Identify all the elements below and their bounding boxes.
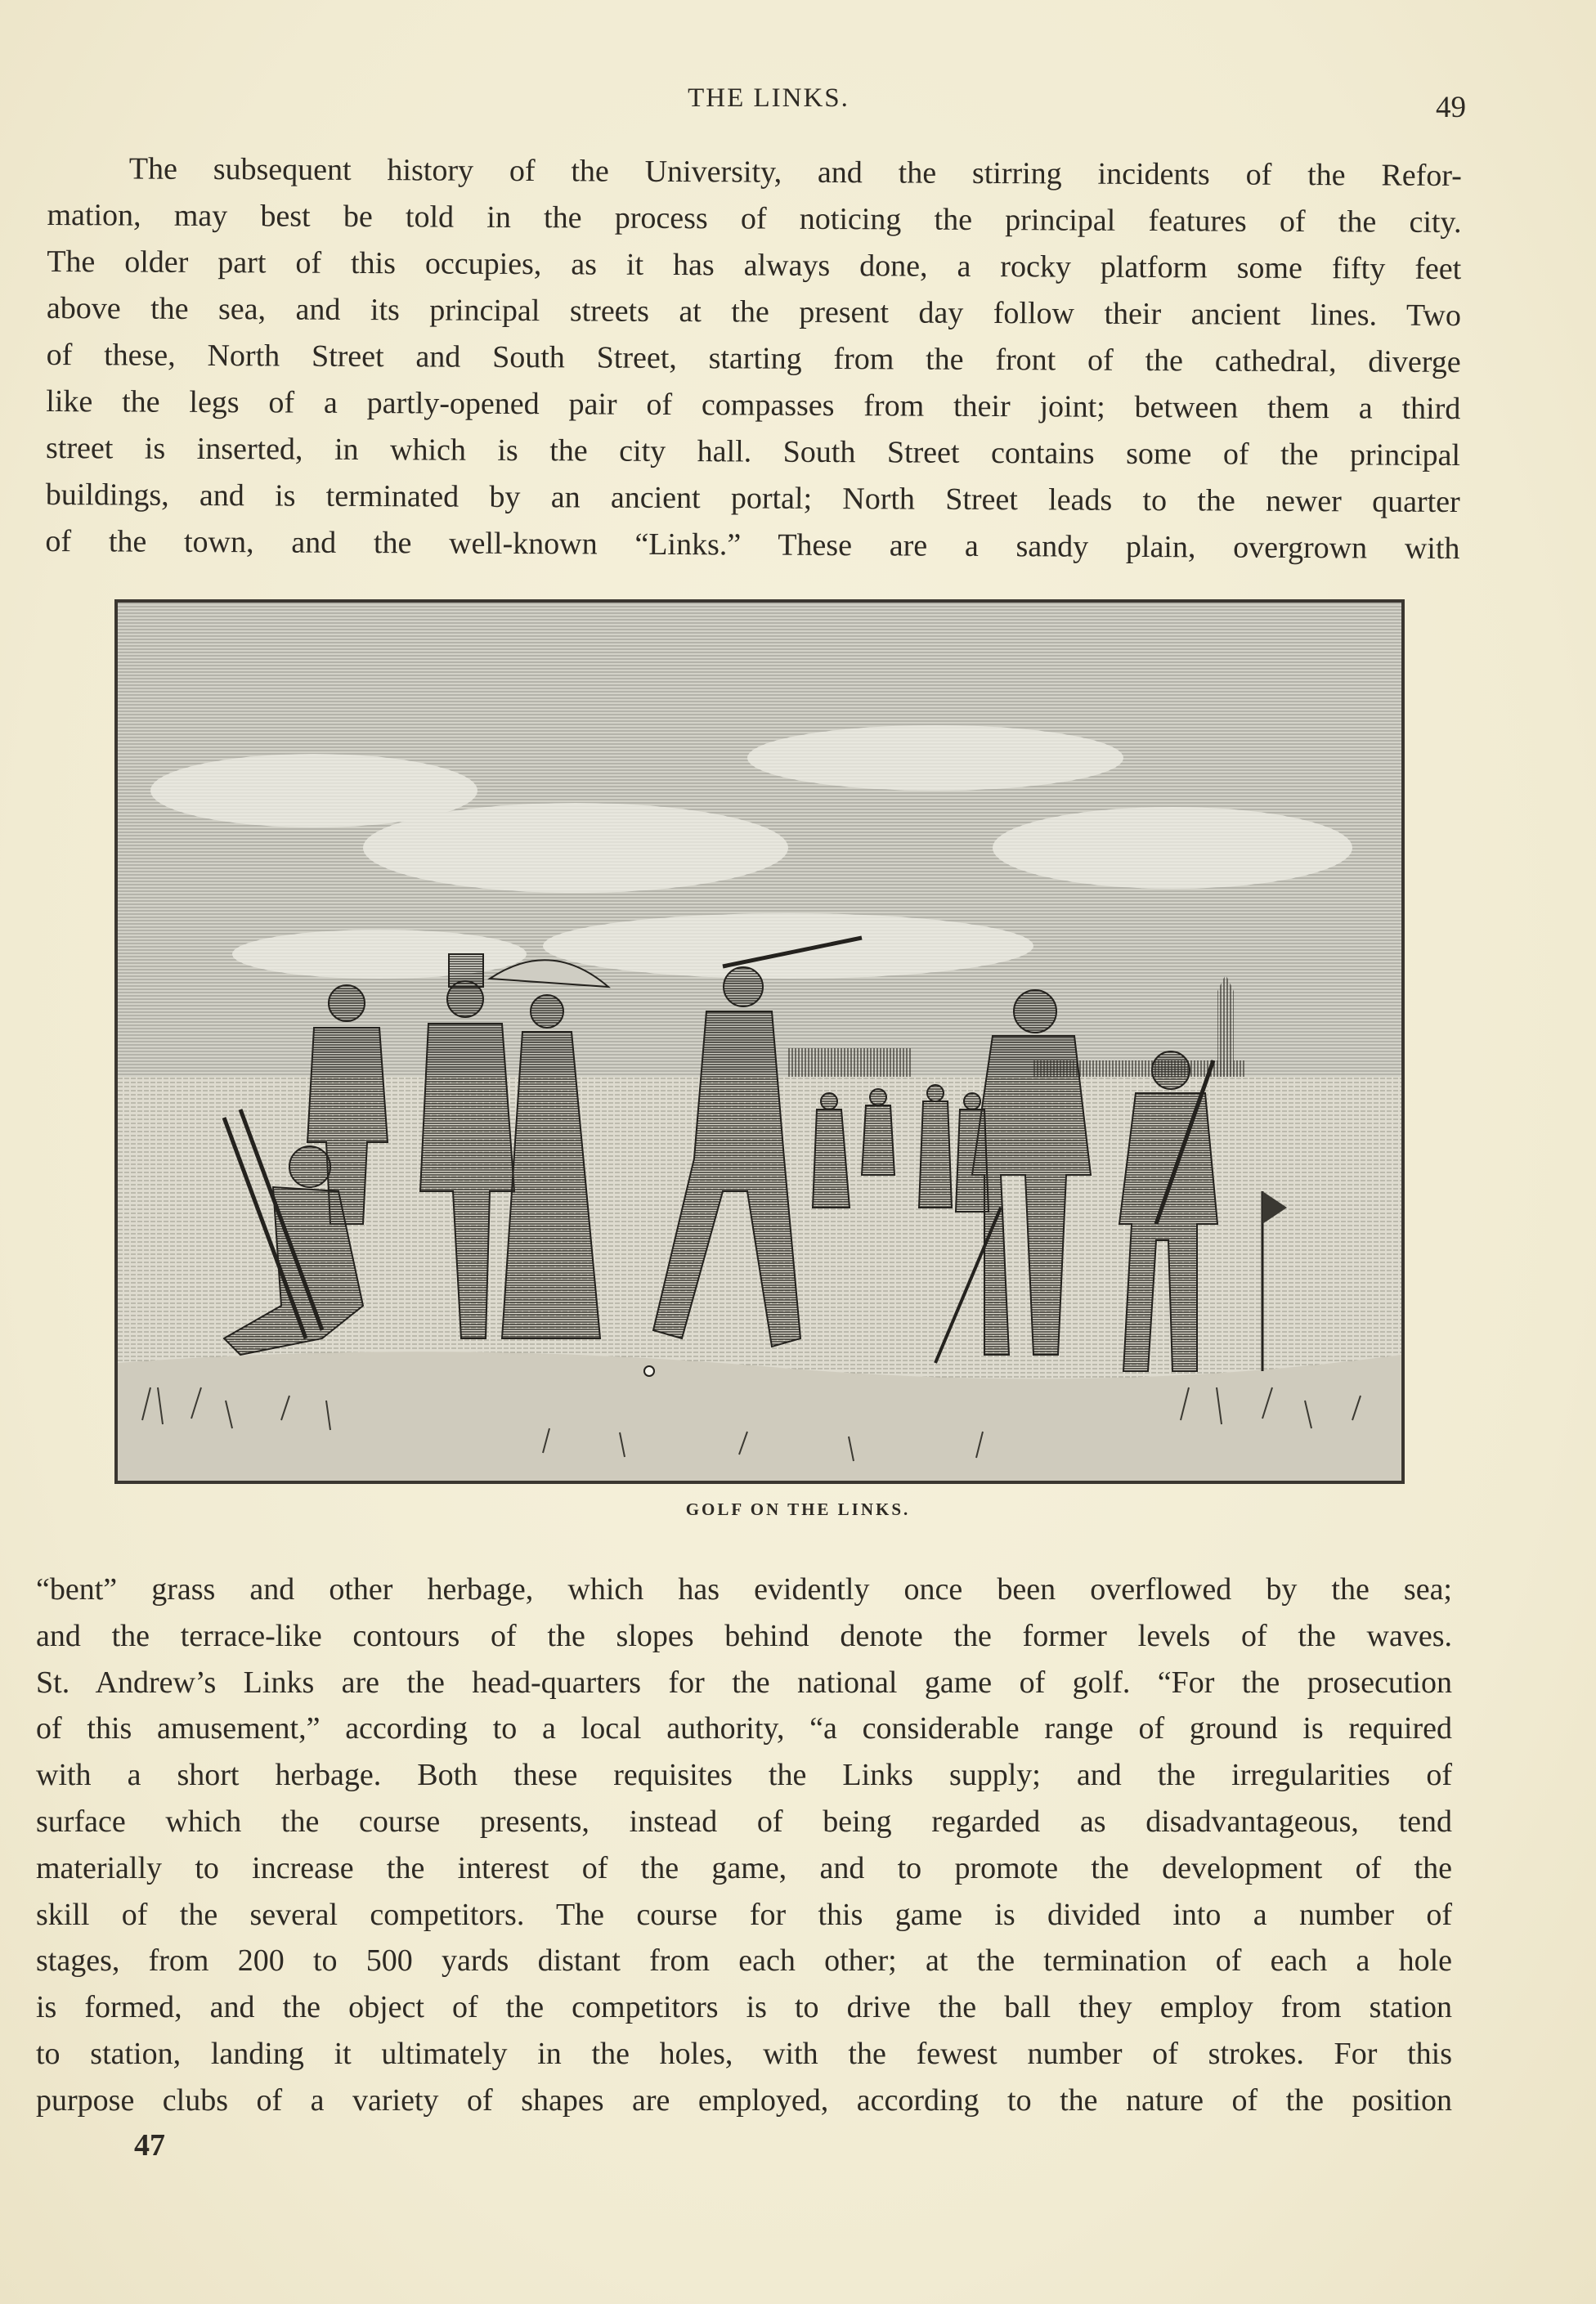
- signature-mark: 47: [134, 2128, 165, 2163]
- text-line: above the sea, and its principal streets at the present day follow their ancient lines. Two: [46, 290, 1462, 334]
- text-line: with a short herbage. Both these requisites the Links supply; and the irregularities of: [36, 1758, 1452, 1793]
- text-line: stages, from 200 to 500 yards distant from each other; at the termination of each a hole: [36, 1943, 1452, 1979]
- text-line: buildings, and is terminated by an ancient portal; North Street leads to the newer quarter: [45, 477, 1460, 520]
- text-line: materially to increase the interest of the game, and to promote the development of the: [36, 1850, 1452, 1885]
- text-line: skill of the several competitors. The course for this game is divided into a number of: [36, 1897, 1452, 1932]
- text-line: surface which the course presents, instead of being regarded as disadvantageous, tend: [36, 1804, 1452, 1839]
- text-line: of this amusement,” according to a local authority, “a considerable range of ground is required: [36, 1711, 1452, 1746]
- figure-caption: GOLF ON THE LINKS.: [685, 1499, 911, 1519]
- running-head: THE LINKS.: [688, 83, 850, 113]
- text-line: to station, landing it ultimately in the holes, with the fewest number of strokes. For this: [36, 2036, 1452, 2071]
- text-line: of these, North Street and South Street, starting from the front of the cathedral, diverge: [46, 337, 1461, 380]
- text-line: like the legs of a partly-opened pair of compasses from their joint; between them a third: [46, 383, 1461, 427]
- golf-engraving-illustration: [114, 599, 1405, 1484]
- text-line: St. Andrew’s Links are the head-quarters for the national game of golf. “For the prosecution: [36, 1665, 1452, 1700]
- text-line: “bent” grass and other herbage, which has evidently once been overflowed by the sea;: [36, 1572, 1452, 1607]
- text-line: The subsequent history of the University, and the stirring incidents of the Refor-: [128, 151, 1462, 194]
- text-line: is formed, and the object of the competitors is to drive the ball they employ from station: [36, 1990, 1452, 2025]
- text-line: mation, may best be told in the process of noticing the principal features of the city.: [47, 197, 1462, 240]
- text-line: The older part of this occupies, as it has always done, a rocky platform some fifty feet: [47, 244, 1462, 287]
- text-line: street is inserted, in which is the city hall. South Street contains some of the principal: [45, 430, 1461, 473]
- engraving-illustration: [118, 603, 1401, 1481]
- page-number: 49: [1436, 91, 1466, 124]
- text-block-bottom: [36, 1567, 1452, 2124]
- text-line: and the terrace-like contours of the slopes behind denote the former levels of the waves.: [36, 1618, 1452, 1653]
- text-line: purpose clubs of a variety of shapes are employed, according to the nature of the position: [36, 2082, 1452, 2118]
- text-line: of the town, and the well-known “Links.” These are a sandy plain, overgrown with: [45, 523, 1460, 567]
- text-block-top: [45, 146, 1462, 572]
